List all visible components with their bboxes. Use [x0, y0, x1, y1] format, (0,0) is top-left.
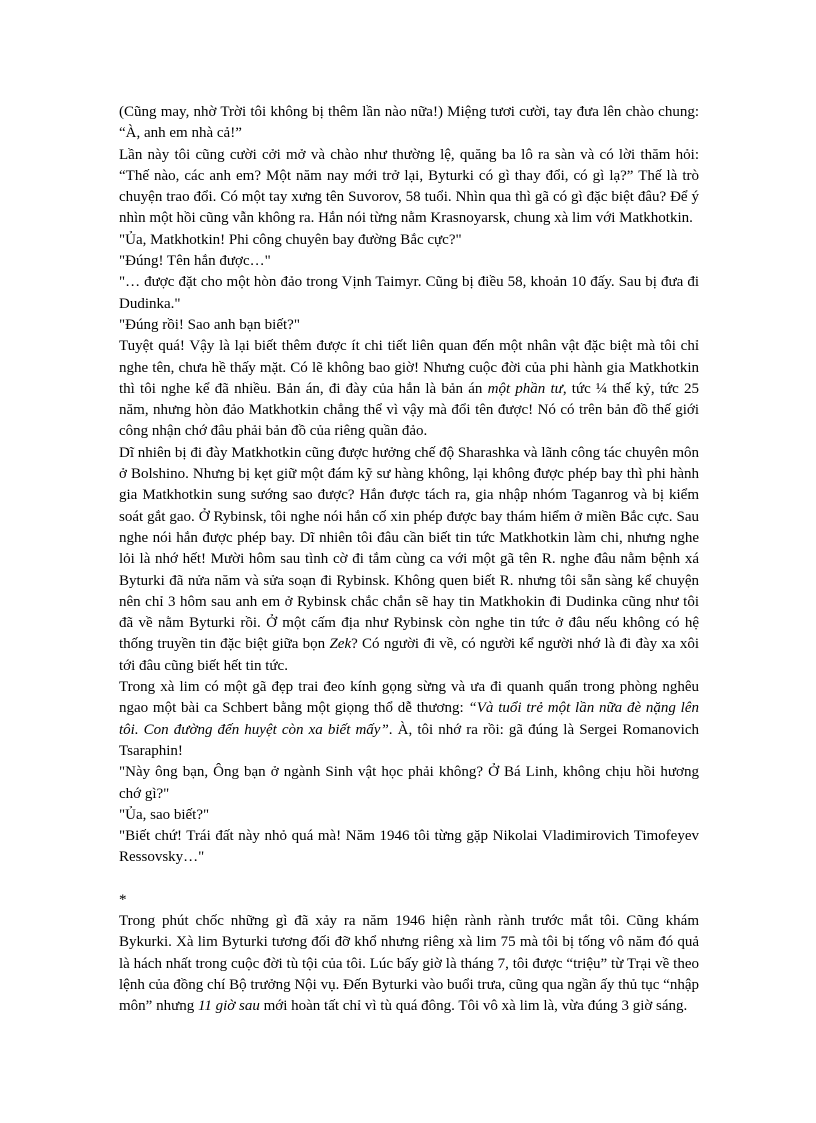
italic-text: một phần tư [487, 380, 563, 397]
paragraph-text: ? Có người đi về, có người kể người nhớ là đi đày xa xôi tới đâu cũng biết hết tin tức. [119, 636, 699, 674]
paragraph-text: . À, tôi nhớ ra rồi: gã đúng là Sergei Romanovich Tsaraphin! [119, 721, 699, 759]
paragraph: (Cũng may, nhờ Trời tôi không bị thêm lần nào nữa!) Miệng tươi cười, tay đưa lên chào chung: “À, anh em nhà cả!” [119, 104, 699, 142]
paragraph-text: Dĩ nhiên bị đi đày Matkhotkin cũng được hưởng chế độ Sharashka và lãnh công tác chuyên môn ở Bolshino. Nhưng bị kẹt giữ một đám kỹ sư hàng không, lại không được phép bay thì phi hành gia Matkhotkin sung sướng sao được? Hắn được tách ra, gia nhập nhóm Taganrog và bị kiểm soát gắt gao. Ở Rybinsk, tôi nghe nói hắn cố xin phép được bay thám hiểm ở miền Bắc cực. Sau nghe nói hắn được phép bay. Dĩ nhiên tôi đâu cần biết tin tức Matkhotkin làm chi, nhưng nghe lỏi là nhớ hết! Mười hôm sau tình cờ đi tắm cùng ca với một gã tên R. nghe đâu nằm bệnh xá Byturki đã nửa năm và sửa soạn đi Rybinsk. Không quen biết R. nhưng tôi sẵn sàng kể chuyện nên chỉ 3 hôm sau anh em ở Rybinsk chắc chắn sẽ hay tin Matkhokin đi Dudinka cũng như tôi đã về nằm Byturki rồi. Ở một cấm địa như Rybinsk còn nghe tin tức ở đâu nếu không có hệ thống truyền tin đặc biệt giữa bọn [119, 444, 699, 653]
dialogue-line: "Đúng! Tên hắn được…" [119, 253, 271, 270]
dialogue-line: "Ủa, Matkhotkin! Phi công chuyên bay đường Bắc cực?" [119, 231, 462, 248]
dialogue-line: "Đúng rồi! Sao anh bạn biết?" [119, 316, 300, 333]
paragraph-text: Trong xà lim có một gã đẹp trai đeo kính gọng sừng và ưa đi quanh quẩn trong phòng nghêu ngao một bài ca Schbert bằng một giọng thổ dễ thương: [119, 679, 699, 717]
italic-quote: “Và tuổi trẻ một lần nữa đè nặng lên tôi. Con đường đến huyệt còn xa biết mấy” [119, 700, 699, 738]
blank-line [119, 869, 699, 890]
paragraph-text: mới hoàn tất chỉ vì tù quá đông. Tôi vô xà lim là, vừa đúng 3 giờ sáng. [259, 998, 688, 1015]
dialogue-line: "Biết chứ! Trái đất này nhỏ quá mà! Năm 1946 tôi từng gặp Nikolai Vladimirovich Timofeyev Ressovsky…" [119, 828, 699, 866]
section-separator: * [119, 891, 127, 908]
paragraph [119, 336, 699, 442]
paragraph: Lần này tôi cũng cười cởi mở và chào như thường lệ, quăng ba lô ra sàn và có lời thăm hỏi: “Thế nào, các anh em? Một năm nay mới trở lại, Byturki có gì thay đổi, có gì lạ?” Thế là trò chuyện trao đổi. Có một tay xưng tên Suvorov, 58 tuổi. Nhìn qua thì gã có gì đặc biệt đâu? Để ý nhìn một hồi cũng vẫn không ra. Hắn nói từng nằm Krasnoyarsk, chung xà lim với Matkhotkin. [119, 146, 699, 227]
italic-text: 11 giờ sau [197, 998, 260, 1015]
paragraph-text: Trong phút chốc những gì đã xảy ra năm 1946 hiện rành rành trước mắt tôi. Cũng khám Bykurki. Xà lim Byturki tương đối đỡ khổ nhưng riêng xà lim 75 mà tôi bị tống vô năm đó quả là hách nhất trong cuộc đời tù tội của tôi. Lúc bấy giờ là tháng 7, tôi được “triệu” từ Trại về theo lệnh của đồng chí Bộ trưởng Nội vụ. Đến Byturki vào buổi trưa, cũng qua ngần ấy thủ tục “nhập môn” nhưng [119, 912, 699, 1015]
paragraph-text: , tức ¼ thế kỷ, tức 25 năm, nhưng hòn đảo Matkhotkin chẳng thể vì vậy mà đổi tên được! Nó có trên bản đồ thế giới công nhận chớ đâu phải bản đồ của riêng quần đảo. [119, 380, 699, 440]
dialogue-line: "… được đặt cho một hòn đảo trong Vịnh Taimyr. Cũng bị điều 58, khoản 10 đấy. Sau bị đưa đi Dudinka." [119, 274, 699, 312]
document-body [119, 102, 699, 1017]
italic-text: Zek [329, 636, 352, 653]
dialogue-line: "Này ông bạn, Ông bạn ở ngành Sinh vật học phải không? Ở Bá Linh, không chịu hồi hương chớ gì?" [119, 764, 699, 802]
paragraph [119, 677, 699, 762]
dialogue-line: "Ủa, sao biết?" [119, 806, 210, 823]
paragraph-text: Tuyệt quá! Vậy là lại biết thêm được ít chi tiết liên quan đến một nhân vật đặc biệt mà tôi chỉ nghe tên, chưa hề thấy mặt. Có lẽ không bao giờ! Nhưng cuộc đời của phi hành gia Matkhotkin thì tôi nghe kể đã nhiều. Bản án, đi đày của hắn là bản án [119, 338, 699, 397]
paragraph [119, 911, 699, 1017]
paragraph [119, 443, 699, 677]
